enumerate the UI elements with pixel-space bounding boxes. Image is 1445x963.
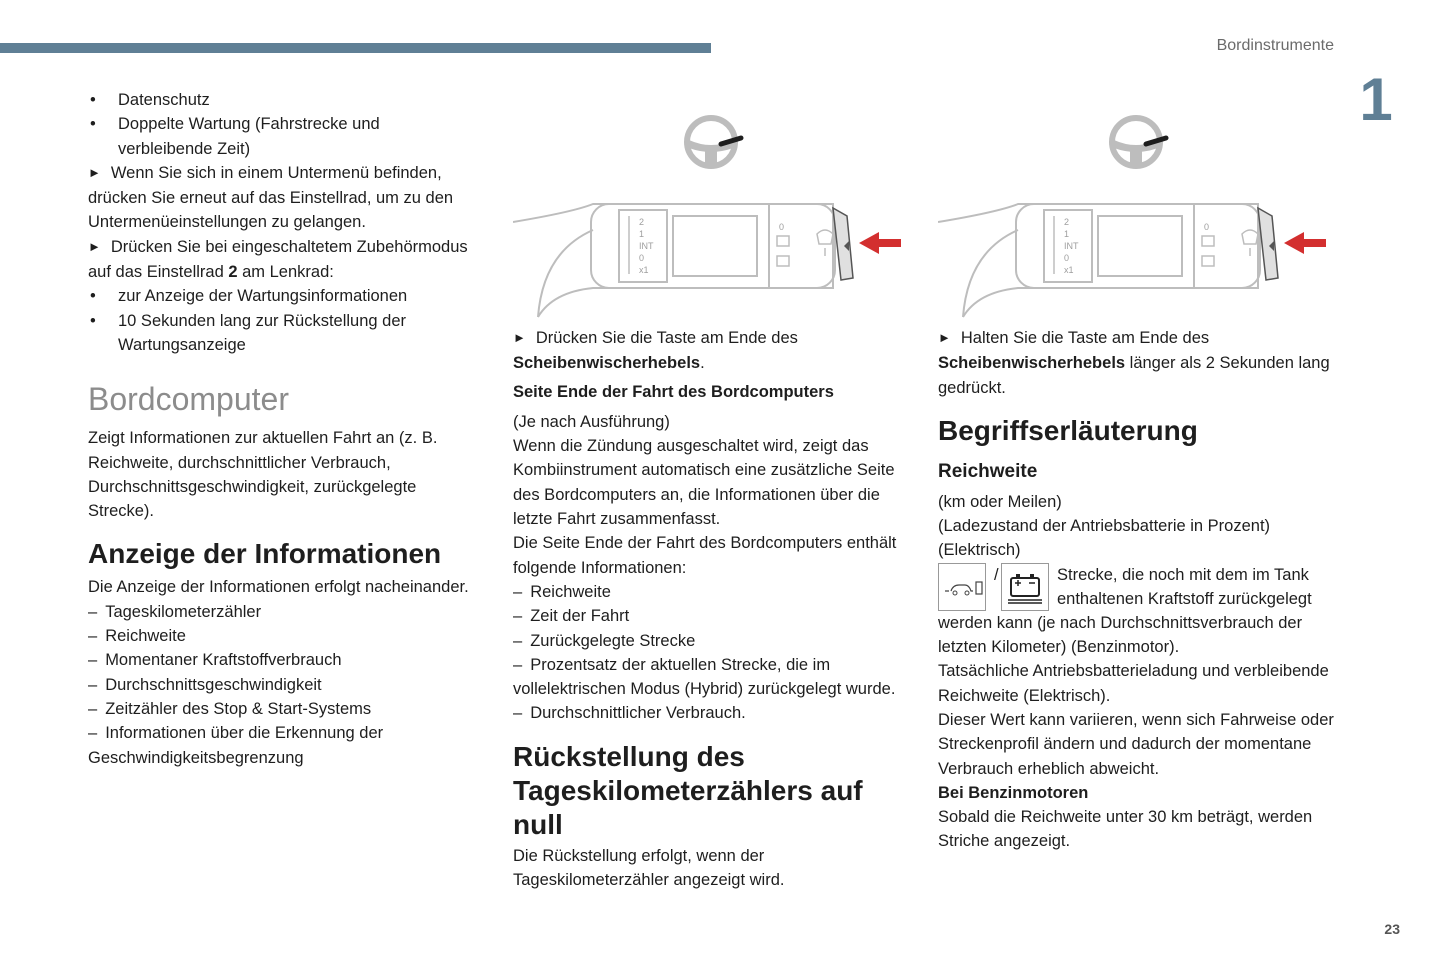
list-item: – Durchschnittlicher Verbrauch. [513, 701, 908, 725]
column-right [938, 326, 1338, 854]
wiper-stalk-illustration-press [513, 112, 908, 327]
paragraph: (Je nach Ausführung) [513, 412, 670, 431]
heading-benzinmotoren: Bei Benzinmotoren [938, 783, 1089, 802]
wiper-stalk-illustration-hold [938, 112, 1333, 327]
stalk-label: x1 [639, 265, 649, 275]
heading-reichweite: Reichweite [938, 460, 1038, 482]
instruction-step: ► Drücken Sie die Taste am Ende des Scheibenwischerhebels. [513, 326, 908, 376]
list-item: – Reichweite [513, 580, 908, 604]
column-left [88, 88, 478, 770]
list-item: – Reichweite [88, 624, 478, 648]
paragraph: Zeigt Informationen zur aktuellen Fahrt an (z. B. Reichweite, durchschnittlicher Verbrauch, Durchschnittsgeschwindigkeit, zurückgelegte Strecke). [88, 429, 438, 521]
list-item: – Zurückgelegte Strecke [513, 629, 908, 653]
paragraph: Strecke, die noch mit dem im Tank enthaltenen Kraftstoff zurückgelegt [1057, 565, 1312, 609]
range-icons-row [938, 563, 1338, 611]
heading-begriff: Begriffserläuterung [938, 414, 1198, 446]
list-item: – Prozentsatz der aktuellen Strecke, die im vollelektrischen Modus (Hybrid) zurückgelegt wurde. [513, 653, 908, 702]
slash-separator: / [994, 565, 999, 584]
list-item: • zur Anzeige der Wartungsinformationen [88, 284, 478, 308]
washer-icon [1242, 230, 1258, 256]
heading-bordcomputer: Bordcomputer [88, 381, 289, 418]
heading-seite-ende: Seite Ende der Fahrt des Bordcomputers [513, 382, 834, 401]
paragraph: Die Anzeige der Informationen erfolgt nacheinander. [88, 578, 469, 597]
paragraph: Die Rückstellung erfolgt, wenn der Tageskilometerzähler angezeigt wird. [513, 846, 785, 890]
paragraph: Sobald die Reichweite unter 30 km beträgt, werden Striche angezeigt. [938, 808, 1313, 851]
steering-wheel-icon [1112, 118, 1166, 166]
heading-anzeige: Anzeige der Informationen [88, 538, 442, 570]
car-fuel-range-icon [938, 563, 986, 611]
list-item: – Tageskilometerzähler [88, 600, 478, 624]
list-item: • 10 Sekunden lang zur Rückstellung der Wartungsanzeige [88, 309, 478, 358]
list-item: – Durchschnittsgeschwindigkeit [88, 673, 478, 697]
rear-wiper-icon [777, 236, 789, 266]
section-title: Bordinstrumente [1216, 37, 1334, 54]
paragraph: (Ladezustand der Antriebsbatterie in Prozent) [938, 517, 1271, 536]
rear-wiper-icon [1202, 236, 1214, 266]
stalk-label: 1 [1064, 229, 1070, 239]
list-item: • Doppelte Wartung (Fahrstrecke und verbleibende Zeit) [88, 112, 478, 161]
battery-range-icon [1001, 563, 1049, 611]
stalk-label: 0 [779, 222, 785, 232]
stalk-label: INT [639, 241, 654, 251]
paragraph: Wenn die Zündung ausgeschaltet wird, zeigt das Kombiinstrument automatisch eine zusätzliche Seite des Bordcomputers an, die Informationen über die letzte Fahrt zusammenfasst. [513, 437, 895, 529]
stalk-label: x1 [1064, 265, 1074, 275]
paragraph: werden kann (je nach Durchschnittsverbrauch der letzten Kilometer) (Benzinmotor). [938, 613, 1303, 657]
paragraph: Dieser Wert kann variieren, wenn sich Fahrweise oder Streckenprofil ändern und dadurch der momentane Verbrauch erheblich abweicht. [938, 710, 1334, 778]
paragraph: Tatsächliche Antriebsbatterieladung und verbleibende Reichweite (Elektrisch). [938, 662, 1329, 705]
stalk-label: 2 [639, 217, 645, 227]
stalk-label: 0 [639, 253, 645, 263]
page-number: 23 [1384, 921, 1400, 937]
list-item: – Zeit der Fahrt [513, 604, 908, 628]
stalk-label: 0 [1204, 222, 1210, 232]
instruction-step: ► Wenn Sie sich in einem Untermenü befinden, drücken Sie erneut auf das Einstellrad, um zu den Untermenüeinstellungen zu gelangen. [88, 161, 478, 235]
chapter-number: 1 [1359, 66, 1393, 133]
header-bar [0, 43, 711, 53]
paragraph: (Elektrisch) [938, 541, 1021, 560]
steering-wheel-icon [687, 118, 741, 166]
instruction-step: ► Halten Sie die Taste am Ende des Scheibenwischerhebels länger als 2 Sekunden lang gedrückt. [938, 326, 1338, 400]
paragraph: (km oder Meilen) [938, 492, 1062, 511]
heading-rueckstellung: Rückstellung des Tageskilometerzählers auf null [513, 740, 863, 840]
press-arrow-icon [859, 232, 901, 254]
list-item: – Informationen über die Erkennung der Geschwindigkeitsbegrenzung [88, 721, 478, 770]
washer-icon [817, 230, 833, 256]
instruction-step: ► Drücken Sie bei eingeschaltetem Zubehörmodus auf das Einstellrad 2 am Lenkrad: [88, 235, 478, 285]
paragraph: Die Seite Ende der Fahrt des Bordcomputers enthält folgende Informationen: [513, 534, 897, 577]
stalk-label: 2 [1064, 217, 1070, 227]
stalk-label: INT [1064, 241, 1079, 251]
stalk-label: 1 [639, 229, 645, 239]
press-arrow-icon [1284, 232, 1326, 254]
list-item: – Zeitzähler des Stop & Start-Systems [88, 697, 478, 721]
list-item: – Momentaner Kraftstoffverbrauch [88, 648, 478, 672]
column-middle [513, 326, 908, 892]
list-item: • Datenschutz [88, 88, 478, 112]
stalk-label: 0 [1064, 253, 1070, 263]
